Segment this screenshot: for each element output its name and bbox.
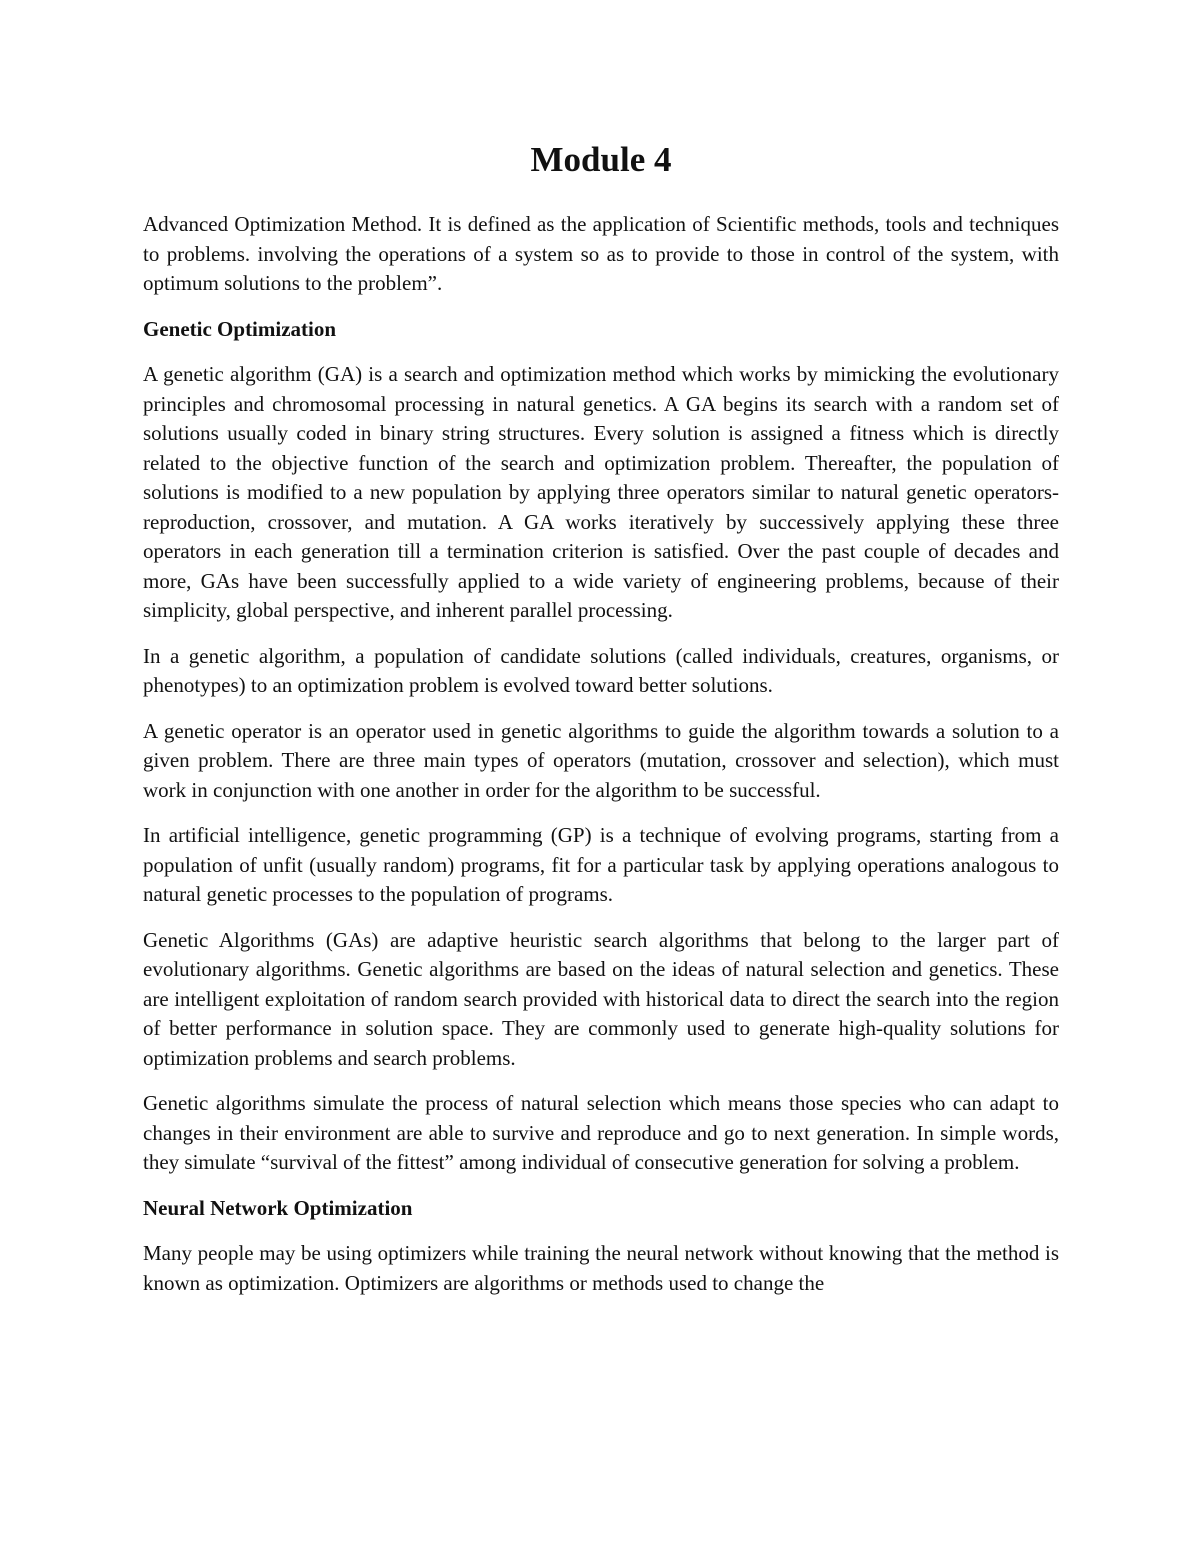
document-page: [143, 138, 1059, 1314]
paragraph-genetic-operator: A genetic operator is an operator used in genetic algorithms to guide the algorithm towards a solution to a given problem. There are three main types of operators (mutation, crossover and selection), which must work in conjunction with one another in order for the algorithm to be successful.: [143, 718, 1059, 802]
section-heading-genetic-optimization: Genetic Optimization: [143, 316, 337, 341]
page-title: Module 4: [530, 140, 672, 179]
section-heading-neural-network-optimization: Neural Network Optimization: [143, 1195, 413, 1220]
intro-paragraph: Advanced Optimization Method. It is defined as the application of Scientific methods, tools and techniques to problems. involving the operations of a system so as to provide to those in control of the system, with optimum solutions to the problem”.: [143, 212, 1059, 295]
paragraph-optimizers: Many people may be using optimizers while training the neural network without knowing that the method is known as optimization. Optimizers are algorithms or methods used to change the: [143, 1241, 1059, 1295]
paragraph-genetic-programming: In artificial intelligence, genetic programming (GP) is a technique of evolving programs, starting from a population of unfit (usually random) programs, fit for a particular task by applying operations analogous to natural genetic processes to the population of programs.: [143, 823, 1059, 906]
paragraph-ga-natural-selection: Genetic algorithms simulate the process of natural selection which means those species who can adapt to changes in their environment are able to survive and reproduce and go to next generation. In simple words, they simulate “survival of the fittest” among individual of consecutive generation for solving a problem.: [143, 1091, 1059, 1174]
paragraph-ga-population: In a genetic algorithm, a population of candidate solutions (called individuals, creatures, organisms, or phenotypes) to an optimization problem is evolved toward better solutions.: [143, 643, 1059, 697]
paragraph-ga-definition: A genetic algorithm (GA) is a search and optimization method which works by mimicking the evolutionary principles and chromosomal processing in natural genetics. A GA begins its search with a random set of solutions usually coded in binary string structures. Every solution is assigned a fitness which is directly related to the objective function of the search and optimization problem. Thereafter, the population of solutions is modified to a new population by applying three operators similar to natural genetic operators-reproduction, crossover, and mutation. A GA works iteratively by successively applying these three operators in each generation till a termination criterion is satisfied. Over the past couple of decades and more, GAs have been successfully applied to a wide variety of engineering problems, because of their simplicity, global perspective, and inherent parallel processing.: [143, 362, 1059, 622]
paragraph-ga-adaptive: Genetic Algorithms (GAs) are adaptive heuristic search algorithms that belong to the larger part of evolutionary algorithms. Genetic algorithms are based on the ideas of natural selection and genetics. These are intelligent exploitation of random search provided with historical data to direct the search into the region of better performance in solution space. They are commonly used to generate high-quality solutions for optimization problems and search problems.: [143, 927, 1059, 1070]
